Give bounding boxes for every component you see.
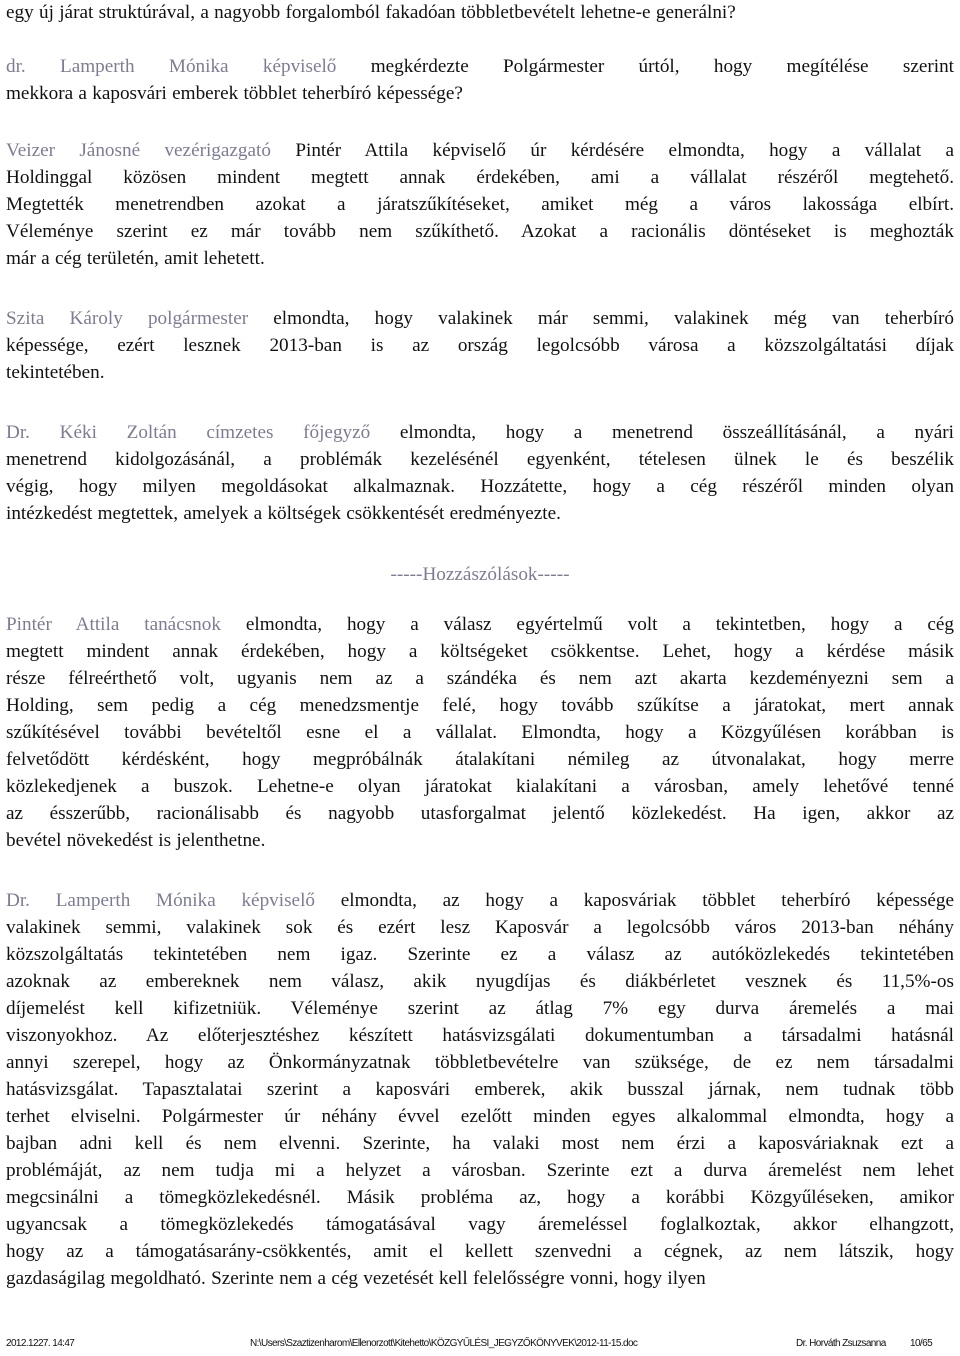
speaker-name: Szita Károly polgármester (6, 308, 249, 329)
line-text: elmondta, az hogy a kaposváriak többlet teherbíró képessége (340, 890, 955, 911)
footer-page-number: 10/65 (910, 1338, 933, 1349)
line-text: elmondta, hogy a válasz egyértelmű volt a tekintetben, hogy a cég (245, 614, 954, 635)
line-text: ugyancsak a tömegközlekedés támogatásával vagy áremeléssel foglalkoztak, akkor elhangzott, (6, 1214, 954, 1235)
paragraph-line (6, 1131, 954, 1158)
speaker-name: Pintér Attila tanácsnok (6, 614, 221, 635)
paragraph-line (6, 1158, 954, 1185)
line-text: hatásvizsgálat. Tapasztalatai szerint a kaposvári emberek, akik busszal járnak, nem tudnak több (6, 1079, 954, 1100)
line-text: hogy az a támogatásarány-csökkentés, amit el kellett szenvedni a cégnek, az nem látszik, hogy (6, 1241, 954, 1262)
line-text: valakinek semmi, valakinek sok és ezért lesz Kaposvár a legolcsóbb város 2013-ban néhány (6, 917, 954, 938)
line-text: megtett mindent annak érdekében, hogy a költségeket csökkentse. Lehet, hogy a kérdése másik (6, 641, 954, 662)
line-text: Holding, sem pedig a cég menedzsmentje felé, hogy tovább szűkítse a járatokat, mert annak (6, 695, 954, 716)
line-text: gazdaságilag megoldható. Szerinte nem a cég vezetését kell felelősségre vonni, hogy ilyen (6, 1268, 706, 1289)
speaker-name: Dr. Lamperth Mónika képviselő (6, 890, 315, 911)
line-text: felvetődött kérdésként, hogy megpróbálnák átalakítani némileg az útvonalakat, hogy merre (6, 749, 954, 770)
paragraph-line (6, 1185, 954, 1212)
paragraph-line (6, 1239, 954, 1266)
section-heading: -----Hozzászólások----- (390, 564, 570, 585)
paragraph-line (6, 219, 954, 246)
paragraph-line (6, 1077, 954, 1104)
speaker-name: Veizer Jánosné vezérigazgató (6, 140, 271, 161)
paragraph-line (6, 1212, 954, 1239)
footer-file-path: N:\Users\Szaztizenharom\Ellenorzott\Kitehetto\KÖZGYŰLÉSI_JEGYZŐKÖNYVEK\2012-11-15.doc (250, 1338, 638, 1349)
paragraph-line (6, 420, 954, 447)
line-text: végig, hogy milyen megoldásokat alkalmaznak. Hozzátette, hogy a cég részéről minden olyan (6, 476, 954, 497)
line-text: azoknak az embereknek nem válasz, akik nyugdíjas és diákbérletet vesznek és 11,5%-os (6, 971, 954, 992)
paragraph-line (6, 447, 954, 474)
line-text: már a cég területén, amit lehetett. (6, 248, 265, 269)
line-text: egy új járat struktúrával, a nagyobb forgalomból fakadóan többletbevételt lehetne-e generálni? (6, 2, 736, 23)
line-text: az ésszerűbb, racionálisabb és nagyobb utasforgalmat jelentő közlekedést. Ha igen, akkor az (6, 803, 954, 824)
line-text: elmondta, hogy valakinek már semmi, valakinek még van teherbíró (273, 308, 955, 329)
line-text: mekkora a kaposvári emberek többlet teherbíró képessége? (6, 83, 463, 104)
line-text: terhet elviselni. Polgármester úr néhány évvel ezelőtt minden egyes alkalommal elmondta, hogy a (6, 1106, 954, 1127)
footer-date: 2012.1227. 14:47 (6, 1338, 75, 1349)
paragraph-line (6, 801, 954, 828)
paragraph-line (6, 360, 954, 387)
line-text: annyi szerepel, hogy az Önkormányzatnak többletbevételre van szüksége, de ez nem társadalmi (6, 1052, 954, 1073)
paragraph-line (6, 747, 954, 774)
line-text: megkérdezte Polgármester úrtól, hogy megítélése szerint (370, 56, 954, 77)
line-text: díjemelést kell kifizetniük. Véleménye szerint az átlag 7% egy durva áremelés a mai (6, 998, 954, 1019)
paragraph-line (6, 165, 954, 192)
paragraph-line (6, 1104, 954, 1131)
line-text: Véleménye szerint ez már tovább nem szűkíthető. Azokat a racionális döntéseket is meghozták (6, 221, 954, 242)
line-text: Holdinggal közösen mindent megtett annak érdekében, ami a vállalat részéről megtehető. (6, 167, 954, 188)
paragraph-line (6, 888, 954, 915)
paragraph-line (6, 693, 954, 720)
paragraph-line (6, 612, 954, 639)
line-text: tekintetében. (6, 362, 105, 383)
paragraph-line (6, 333, 954, 360)
paragraph-line (6, 828, 954, 855)
speaker-name: dr. Lamperth Mónika képviselő (6, 56, 337, 77)
paragraph-line (6, 501, 954, 528)
line-text: intézkedést megtettek, amelyek a költségek csökkentését eredményezte. (6, 503, 561, 524)
paragraph-line (6, 306, 954, 333)
paragraph-line (6, 0, 954, 27)
line-text: közlekedjenek a buszok. Lehetne-e olyan járatokat kialakítani a városban, amely lehetővé tenné (6, 776, 954, 797)
paragraph-line (6, 192, 954, 219)
line-text: viszonyokhoz. Az előterjesztéshez készített hatásvizsgálati dokumentumban a társadalmi hatásnál (6, 1025, 954, 1046)
paragraph-line (6, 246, 954, 273)
line-text: elmondta, hogy a menetrend összeállításánál, a nyári (399, 422, 954, 443)
paragraph-line (6, 915, 954, 942)
line-text: Pintér Attila képviselő úr kérdésére elmondta, hogy a vállalat a (295, 140, 955, 161)
paragraph-line (6, 54, 954, 81)
page-footer (6, 1338, 954, 1354)
line-text: szűkítésével további bevételtől esne el a vállalat. Elmondta, hogy a Közgyűlésen korábban is (6, 722, 954, 743)
footer-author: Dr. Horváth Zsuzsanna (796, 1338, 886, 1349)
line-text: képessége, ezért lesznek 2013-ban is az ország legolcsóbb városa a közszolgáltatási díjak (6, 335, 954, 356)
paragraph-line (6, 996, 954, 1023)
paragraph-line (6, 774, 954, 801)
paragraph-line (6, 666, 954, 693)
line-text: közszolgáltatás tekintetében nem igaz. Szerinte ez a válasz az autóközlekedés tekintetében (6, 944, 954, 965)
line-text: problémáját, az nem tudja mi a helyzet a városban. Szerinte ezt a durva áremelést nem lehet (6, 1160, 954, 1181)
line-text: megcsinálni a tömegközlekedésnél. Másik probléma az, hogy a korábbi Közgyűléseken, amikor (6, 1187, 954, 1208)
paragraph-line (6, 942, 954, 969)
paragraph-line (6, 1266, 954, 1293)
paragraph-line (6, 969, 954, 996)
paragraph-line (6, 1023, 954, 1050)
line-text: bajban adni kell és nem elvenni. Szerinte, ha valaki most nem érzi a kaposváriaknak ezt a (6, 1133, 954, 1154)
line-text: bevétel növekedést is jelenthetne. (6, 830, 266, 851)
paragraph-line (6, 1050, 954, 1077)
line-text: menetrend kidolgozásánál, a problémák kezelésénél egyenként, tételesen ülnek le és beszélik (6, 449, 954, 470)
paragraph-line (6, 720, 954, 747)
paragraph-line (6, 138, 954, 165)
paragraph-line (6, 639, 954, 666)
line-text: Megtették menetrendben azokat a járatszűkítéseket, amiket még a város lakossága elbírt. (6, 194, 954, 215)
speaker-name: Dr. Kéki Zoltán címzetes főjegyző (6, 422, 371, 443)
line-text: része félreérthető volt, ugyanis nem az a szándéka és nem azt akarta kezdeményezni sem a (6, 668, 954, 689)
paragraph-line (6, 81, 954, 108)
paragraph-line (6, 474, 954, 501)
